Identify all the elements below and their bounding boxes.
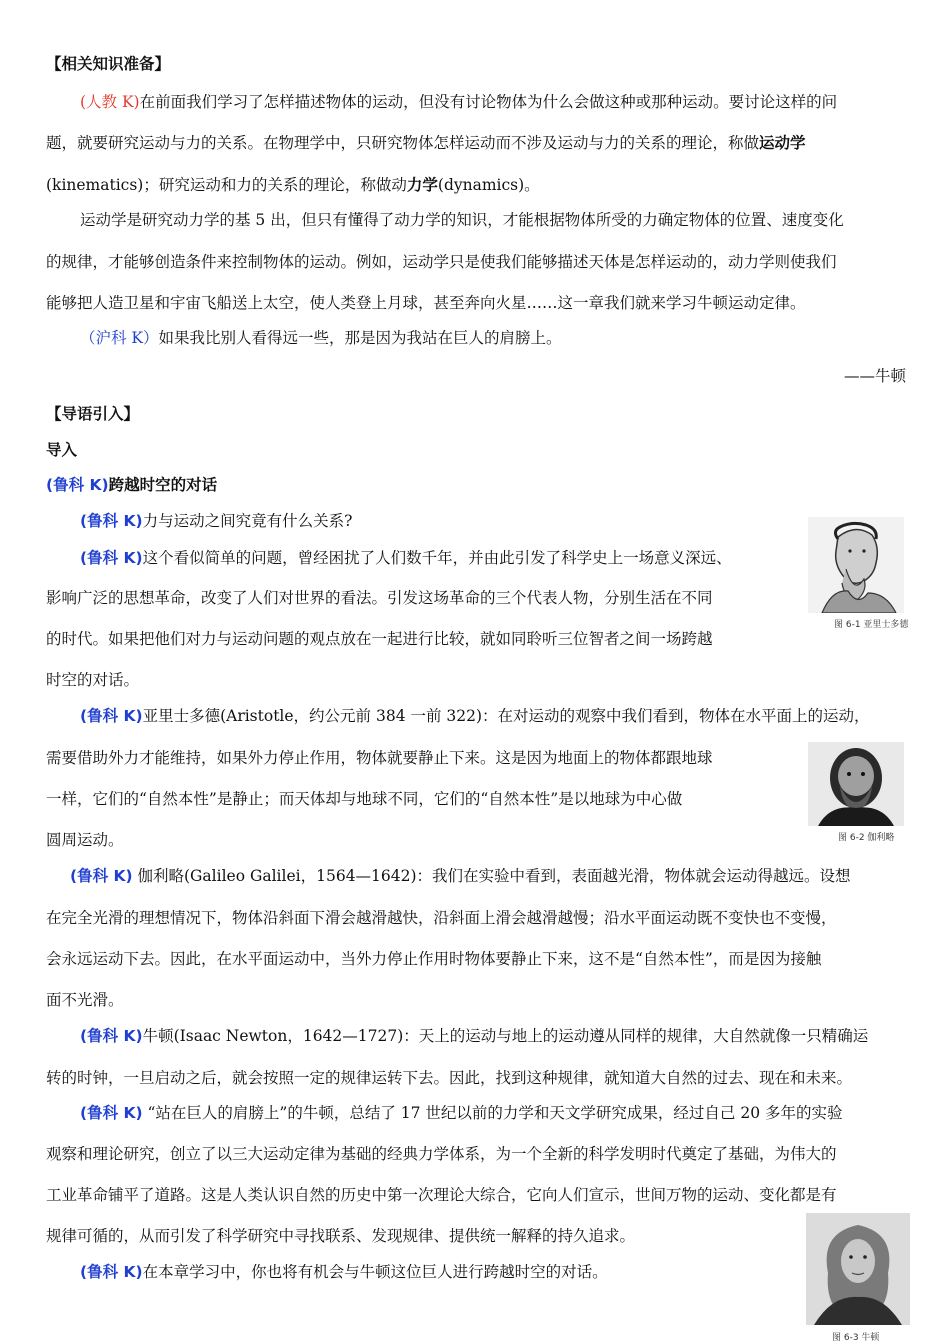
quote-text: 如果我比别人看得远一些，那是因为我站在巨人的肩膀上。 [158,329,562,347]
paragraph-line [80,704,870,726]
paragraph-line: 圆周运动。 [46,831,124,849]
text: 题，就要研究运动与力的关系。在物理学中，只研究物体怎样运动而不涉及运动与力的关系的理论，称做 [46,134,760,152]
paragraph-line: 的规律，才能够创造条件来控制物体的运动。例如，运动学只是使我们能够描述天体是怎样运动的，动力学则使我们 [46,253,837,271]
text: 伽利略(Galileo Galilei，1564—1642)：我们在实验中看到，表面越光滑，物体就会运动得越远。设想 [132,867,851,885]
source-tag: (鲁科 K) [80,707,143,725]
subheading-intro: 导入 [46,441,78,459]
section-heading-intro: 【导语引入】 [46,405,140,423]
quote-signature: ——牛顿 [843,367,906,385]
paragraph-line: 时空的对话。 [46,671,140,689]
paragraph-line: 面不光滑。 [46,991,124,1009]
paragraph-line: 的时代。如果把他们对力与运动问题的观点放在一起进行比较，就如同聆听三位智者之间一场跨越 [46,630,713,648]
paragraph-line: 观察和理论研究，创立了以三大运动定律为基础的经典力学体系，为一个全新的科学发明时代奠定了基础，为伟大的 [46,1145,837,1163]
paragraph-line: 运动学是研究动力学的基 5 出，但只有懂得了动力学的知识，才能根据物体所受的力确定物体的位置、速度变化 [80,211,844,229]
source-tag: (鲁科 K) [80,1027,143,1045]
text: (dynamics)。 [437,176,540,194]
source-tag: (鲁科 K) [80,512,143,530]
paragraph-line [80,1101,843,1123]
text: 力与运动之间究竟有什么关系? [142,512,353,530]
title-text: 跨越时空的对话 [108,476,218,494]
term-kinematics: 运动学 [759,134,806,152]
quote-line [80,326,562,348]
figure-caption: 图 6-2 伽利略 [838,833,895,843]
paragraph-line: 会永远运动下去。因此，在水平面运动中，当外力停止作用时物体要静止下来，这不是“自然本性”，而是因为接触 [46,950,822,968]
source-tag: (鲁科 K) [46,476,109,494]
paragraph-line [80,1024,868,1046]
section-heading-knowledge: 【相关知识准备】 [46,55,171,73]
dialog-title [46,473,217,495]
text: 亚里士多德(Aristotle，约公元前 384 一前 322)：在对运动的观察中我们看到，物体在水平面上的运动， [142,707,870,725]
paragraph-line: 在完全光滑的理想情况下，物体沿斜面下滑会越滑越快，沿斜面上滑会越滑越慢；沿水平面运动既不变快也不变慢， [46,909,837,927]
source-tag: (鲁科 K) [80,549,143,567]
paragraph-line [80,1260,608,1282]
paragraph-line: 影响广泛的思想革命，改变了人们对世界的看法。引发这场革命的三个代表人物，分别生活在不同 [46,589,713,607]
figure-caption: 图 6-3 牛顿 [832,1333,880,1343]
paragraph-line: 转的时钟，一旦启动之后，就会按照一定的规律运转下去。因此，找到这种规律，就知道大自然的过去、现在和未来。 [46,1069,853,1087]
text: 牛顿(Isaac Newton，1642—1727)：天上的运动与地上的运动遵从同样的规律，大自然就像一只精确运 [142,1027,869,1045]
galileo-portrait [808,742,904,826]
aristotle-portrait [808,517,904,613]
text: 在本章学习中，你也将有机会与牛顿这位巨人进行跨越时空的对话。 [142,1263,608,1281]
paragraph-line: 能够把人造卫星和宇宙飞船送上太空，使人类登上月球，甚至奔向火星……这一章我们就来学习牛顿运动定律。 [46,294,806,312]
source-tag: (鲁科 K) [80,1104,143,1122]
paragraph-line: 规律可循的，从而引发了科学研究中寻找联系、发现规律、提供统一解释的持久追求。 [46,1227,636,1245]
paragraph-line [46,173,540,195]
text: 在前面我们学习了怎样描述物体的运动，但没有讨论物体为什么会做这种或那种运动。要讨论这样的问 [139,93,838,111]
text: 这个看似简单的问题，曾经困扰了人们数千年，并由此引发了科学史上一场意义深远、 [142,549,732,567]
source-tag: （沪科 K） [80,329,159,347]
newton-portrait [806,1213,910,1325]
source-tag: (鲁科 K) [80,1263,143,1281]
paragraph-line: 工业革命铺平了道路。这是人类认识自然的历史中第一次理论大综合，它向人们宣示，世间万物的运动、变化都是有 [46,1186,837,1204]
paragraph-line [46,131,806,153]
term-dynamics: 力学 [406,176,438,194]
text: (kinematics)；研究运动和力的关系的理论，称做动 [46,176,407,194]
figure-caption: 图 6-1 亚里士多德 [834,620,909,630]
source-tag: (人教 K) [80,93,140,111]
text: “站在巨人的肩膀上”的牛顿，总结了 17 世纪以前的力学和天文学研究成果，经过自己 20 多年的实验 [142,1104,843,1122]
paragraph-line: 一样，它们的“自然本性”是静止；而天体却与地球不同，它们的“自然本性”是以地球为中心做 [46,790,683,808]
source-tag: (鲁科 K) [70,867,133,885]
paragraph-line [70,864,851,886]
question-line [80,509,352,531]
paragraph-line: 需要借助外力才能维持，如果外力停止作用，物体就要静止下来。这是因为地面上的物体都跟地球 [46,749,713,767]
paragraph-line [80,90,837,112]
paragraph-line [80,546,732,568]
